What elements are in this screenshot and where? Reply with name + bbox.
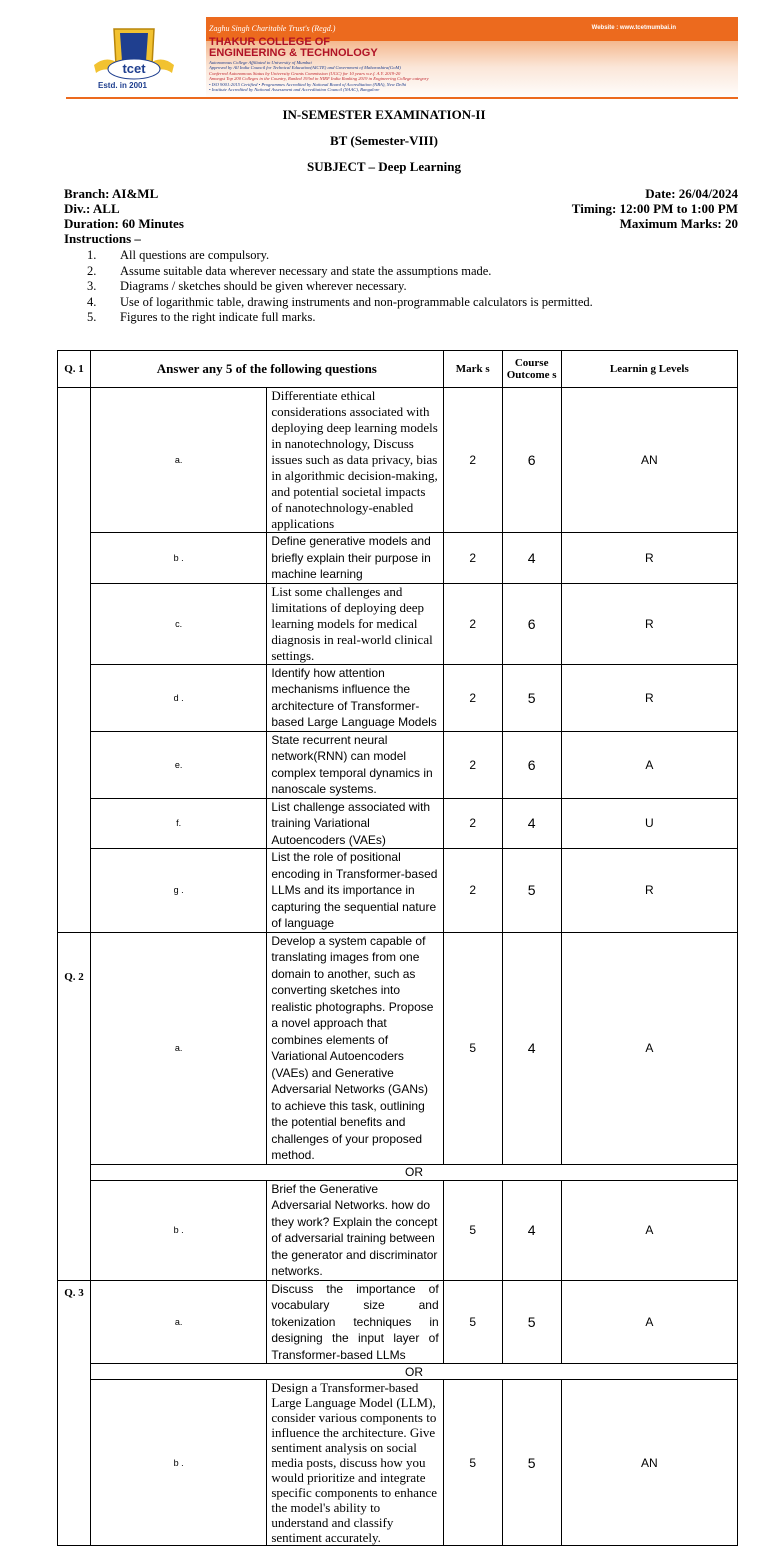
level-cell: A: [561, 1280, 737, 1364]
table-row: [58, 798, 738, 849]
marks-cell: 5: [443, 1280, 502, 1364]
exam-left-info: [64, 186, 184, 246]
exam-program: BT (Semester-VIII): [330, 133, 438, 148]
accreditation-block: [209, 60, 589, 92]
college-banner: [66, 17, 738, 99]
table-row: [58, 849, 738, 933]
logo-text: tcet: [122, 61, 146, 76]
outcome-cell: 4: [502, 932, 561, 1164]
question-text: State recurrent neural network(RNN) can model complex temporal dynamics in nanoscale systems.: [267, 731, 443, 798]
max-marks: Maximum Marks: 20: [619, 216, 738, 231]
accreditation-line: Conferred Autonomous Status by University Grants Commission (UGC) for 10 years w.e.f. A.Y. 2019-20: [209, 70, 401, 76]
level-cell: AN: [561, 388, 737, 533]
exam-title: IN-SEMESTER EXAMINATION-II: [282, 107, 486, 122]
question-text: Brief the Generative Adversarial Networks. how do they work? Explain the concept of adversarial training between the generator and discriminator networks.: [267, 1180, 443, 1280]
instruction-item: 2. Assume suitable data wherever necessary and state the assumptions made.: [87, 263, 492, 278]
exam-timing: Timing: 12:00 PM to 1:00 PM: [571, 201, 738, 216]
sub-label: e.: [91, 731, 267, 798]
exam-right-info: [572, 186, 738, 231]
instructions-label: Instructions –: [64, 231, 141, 246]
table-row: [58, 731, 738, 798]
table-row: [58, 533, 738, 584]
college-name-line1: THAKUR COLLEGE OF: [209, 36, 330, 48]
accreditation-line: Autonomous College Affiliated to University of Mumbai: [209, 60, 312, 65]
outcome-cell: 4: [502, 1180, 561, 1280]
level-cell: A: [561, 932, 737, 1164]
sub-label: b .: [91, 533, 267, 584]
sub-label: b .: [91, 1180, 267, 1280]
or-row: [58, 1164, 738, 1180]
table-row: [58, 1180, 738, 1280]
marks-cell: 2: [443, 849, 502, 933]
website-url: Website : www.tcetmumbai.in: [591, 25, 676, 31]
level-header: Learnin g Levels: [561, 351, 737, 388]
level-cell: U: [561, 798, 737, 849]
marks-cell: 2: [443, 798, 502, 849]
outcome-cell: 5: [502, 1380, 561, 1546]
marks-cell: 2: [443, 533, 502, 584]
table-row: [58, 388, 738, 533]
sub-label: a.: [91, 932, 267, 1164]
marks-cell: 2: [443, 664, 502, 731]
level-cell: A: [561, 1180, 737, 1280]
q3-label: Q. 3: [58, 1280, 91, 1546]
level-cell: R: [561, 533, 737, 584]
marks-cell: 2: [443, 731, 502, 798]
exam-date: Date: 26/04/2024: [645, 186, 738, 201]
sub-label: b .: [91, 1380, 267, 1546]
question-text: Develop a system capable of translating images from one domain to another, such as converting sketches into realistic photographs. Propose a novel approach that combines elements of Variational Autoencoders (VAEs) and Generative Adversarial Networks (GANs) to achieve this task, outlining the potential benefits and challenges of your proposed method.: [267, 932, 443, 1164]
sub-label: f.: [91, 798, 267, 849]
outcome-cell: 6: [502, 583, 561, 664]
question-text: List the role of positional encoding in Transformer-based LLMs and its importance in capturing the sequential nature of language: [267, 849, 443, 933]
outcome-cell: 6: [502, 388, 561, 533]
college-name: [209, 37, 378, 59]
marks-cell: 2: [443, 583, 502, 664]
level-cell: R: [561, 664, 737, 731]
accreditation-line: Approved by All India Council for Technical Education(AICTE) and Government of Maharashtra(GoM): [209, 65, 401, 71]
instruction-item: 5. Figures to the right indicate full marks.: [87, 310, 316, 324]
outcome-header: Course Outcome s: [502, 351, 561, 388]
duration: Duration: 60 Minutes: [64, 216, 184, 231]
q2-label: Q. 2: [58, 932, 91, 1280]
marks-cell: 5: [443, 1380, 502, 1546]
marks-header: Mark s: [443, 351, 502, 388]
accreditation-line: • ISO 9001:2015 Certified • Programmes Accredited by National Board of Accreditation (NBA), New Delhi: [209, 81, 407, 87]
question-text: Discuss the importance of vocabulary size and tokenization techniques in designing the input layer of Transformer-based LLMs: [267, 1280, 443, 1364]
level-cell: AN: [561, 1380, 737, 1546]
sub-label: d .: [91, 664, 267, 731]
question-text: List some challenges and limitations of deploying deep learning models for medical diagnosis in real-world clinical settings.: [267, 583, 443, 664]
table-row: [58, 1380, 738, 1546]
level-cell: A: [561, 731, 737, 798]
question-text: Define generative models and briefly explain their purpose in machine learning: [267, 533, 443, 584]
outcome-cell: 4: [502, 533, 561, 584]
trust-name: Zaghu Singh Charitable Trust's (Regd.): [209, 24, 336, 33]
marks-cell: 2: [443, 388, 502, 533]
question-table: [57, 350, 738, 1546]
sub-label: a.: [91, 388, 267, 533]
marks-cell: 5: [443, 1180, 502, 1280]
outcome-cell: 5: [502, 849, 561, 933]
outcome-cell: 6: [502, 731, 561, 798]
or-separator: OR: [91, 1164, 738, 1180]
level-cell: R: [561, 583, 737, 664]
table-row: [58, 664, 738, 731]
question-text: Differentiate ethical considerations associated with deploying deep learning models in nanotechnology, Discuss issues such as data privacy, bias in algorithmic decision-making, and potential societal impacts of nanotechnology-enabled applications: [267, 388, 443, 533]
accreditation-line: • Institute Accredited by National Assessment and Accreditation Council (NAAC), Bangalore: [209, 87, 380, 93]
outcome-cell: 4: [502, 798, 561, 849]
sub-label: c.: [91, 583, 267, 664]
table-header-row: [58, 351, 738, 388]
question-header: Answer any 5 of the following questions: [91, 351, 444, 388]
question-text: Identify how attention mechanisms influence the architecture of Transformer-based Large Language Models: [267, 664, 443, 731]
established-year: Estd. in 2001: [98, 81, 147, 90]
branch: Branch: AI&ML: [64, 186, 159, 201]
college-name-line2: ENGINEERING & TECHNOLOGY: [209, 47, 378, 59]
or-separator: OR: [91, 1364, 738, 1380]
instruction-item: 3. Diagrams / sketches should be given wherever necessary.: [87, 279, 407, 293]
banner-divider: [66, 97, 738, 99]
q1-group-cell: [58, 388, 91, 933]
table-row: [58, 932, 738, 1164]
instruction-item: 1. All questions are compulsory.: [87, 248, 270, 262]
q1-label: Q. 1: [58, 351, 91, 388]
outcome-cell: 5: [502, 1280, 561, 1364]
division: Div.: ALL: [64, 201, 120, 216]
or-row: [58, 1364, 738, 1380]
table-row: [58, 1280, 738, 1364]
table-row: [58, 583, 738, 664]
exam-subject: SUBJECT – Deep Learning: [307, 159, 461, 174]
level-cell: R: [561, 849, 737, 933]
question-text: List challenge associated with training Variational Autoencoders (VAEs): [267, 798, 443, 849]
question-text: Design a Transformer-based Large Language Model (LLM), consider various components to influence the architecture. Give sentiment analysis on social media posts, discuss how you would prioritize and integrate specific components to enhance the model's ability to understand and classify sentiment accurately.: [267, 1380, 443, 1546]
sub-label: g .: [91, 849, 267, 933]
sub-label: a.: [91, 1280, 267, 1364]
outcome-cell: 5: [502, 664, 561, 731]
instructions-list: [87, 248, 593, 326]
instruction-item: 4. Use of logarithmic table, drawing instruments and non-programmable calculators is permitted.: [87, 294, 593, 309]
marks-cell: 5: [443, 932, 502, 1164]
accreditation-line: Amongst Top 200 Colleges in the Country, Ranked 193rd in NIRF India Ranking 2019 in Engineering College category: [209, 76, 429, 82]
